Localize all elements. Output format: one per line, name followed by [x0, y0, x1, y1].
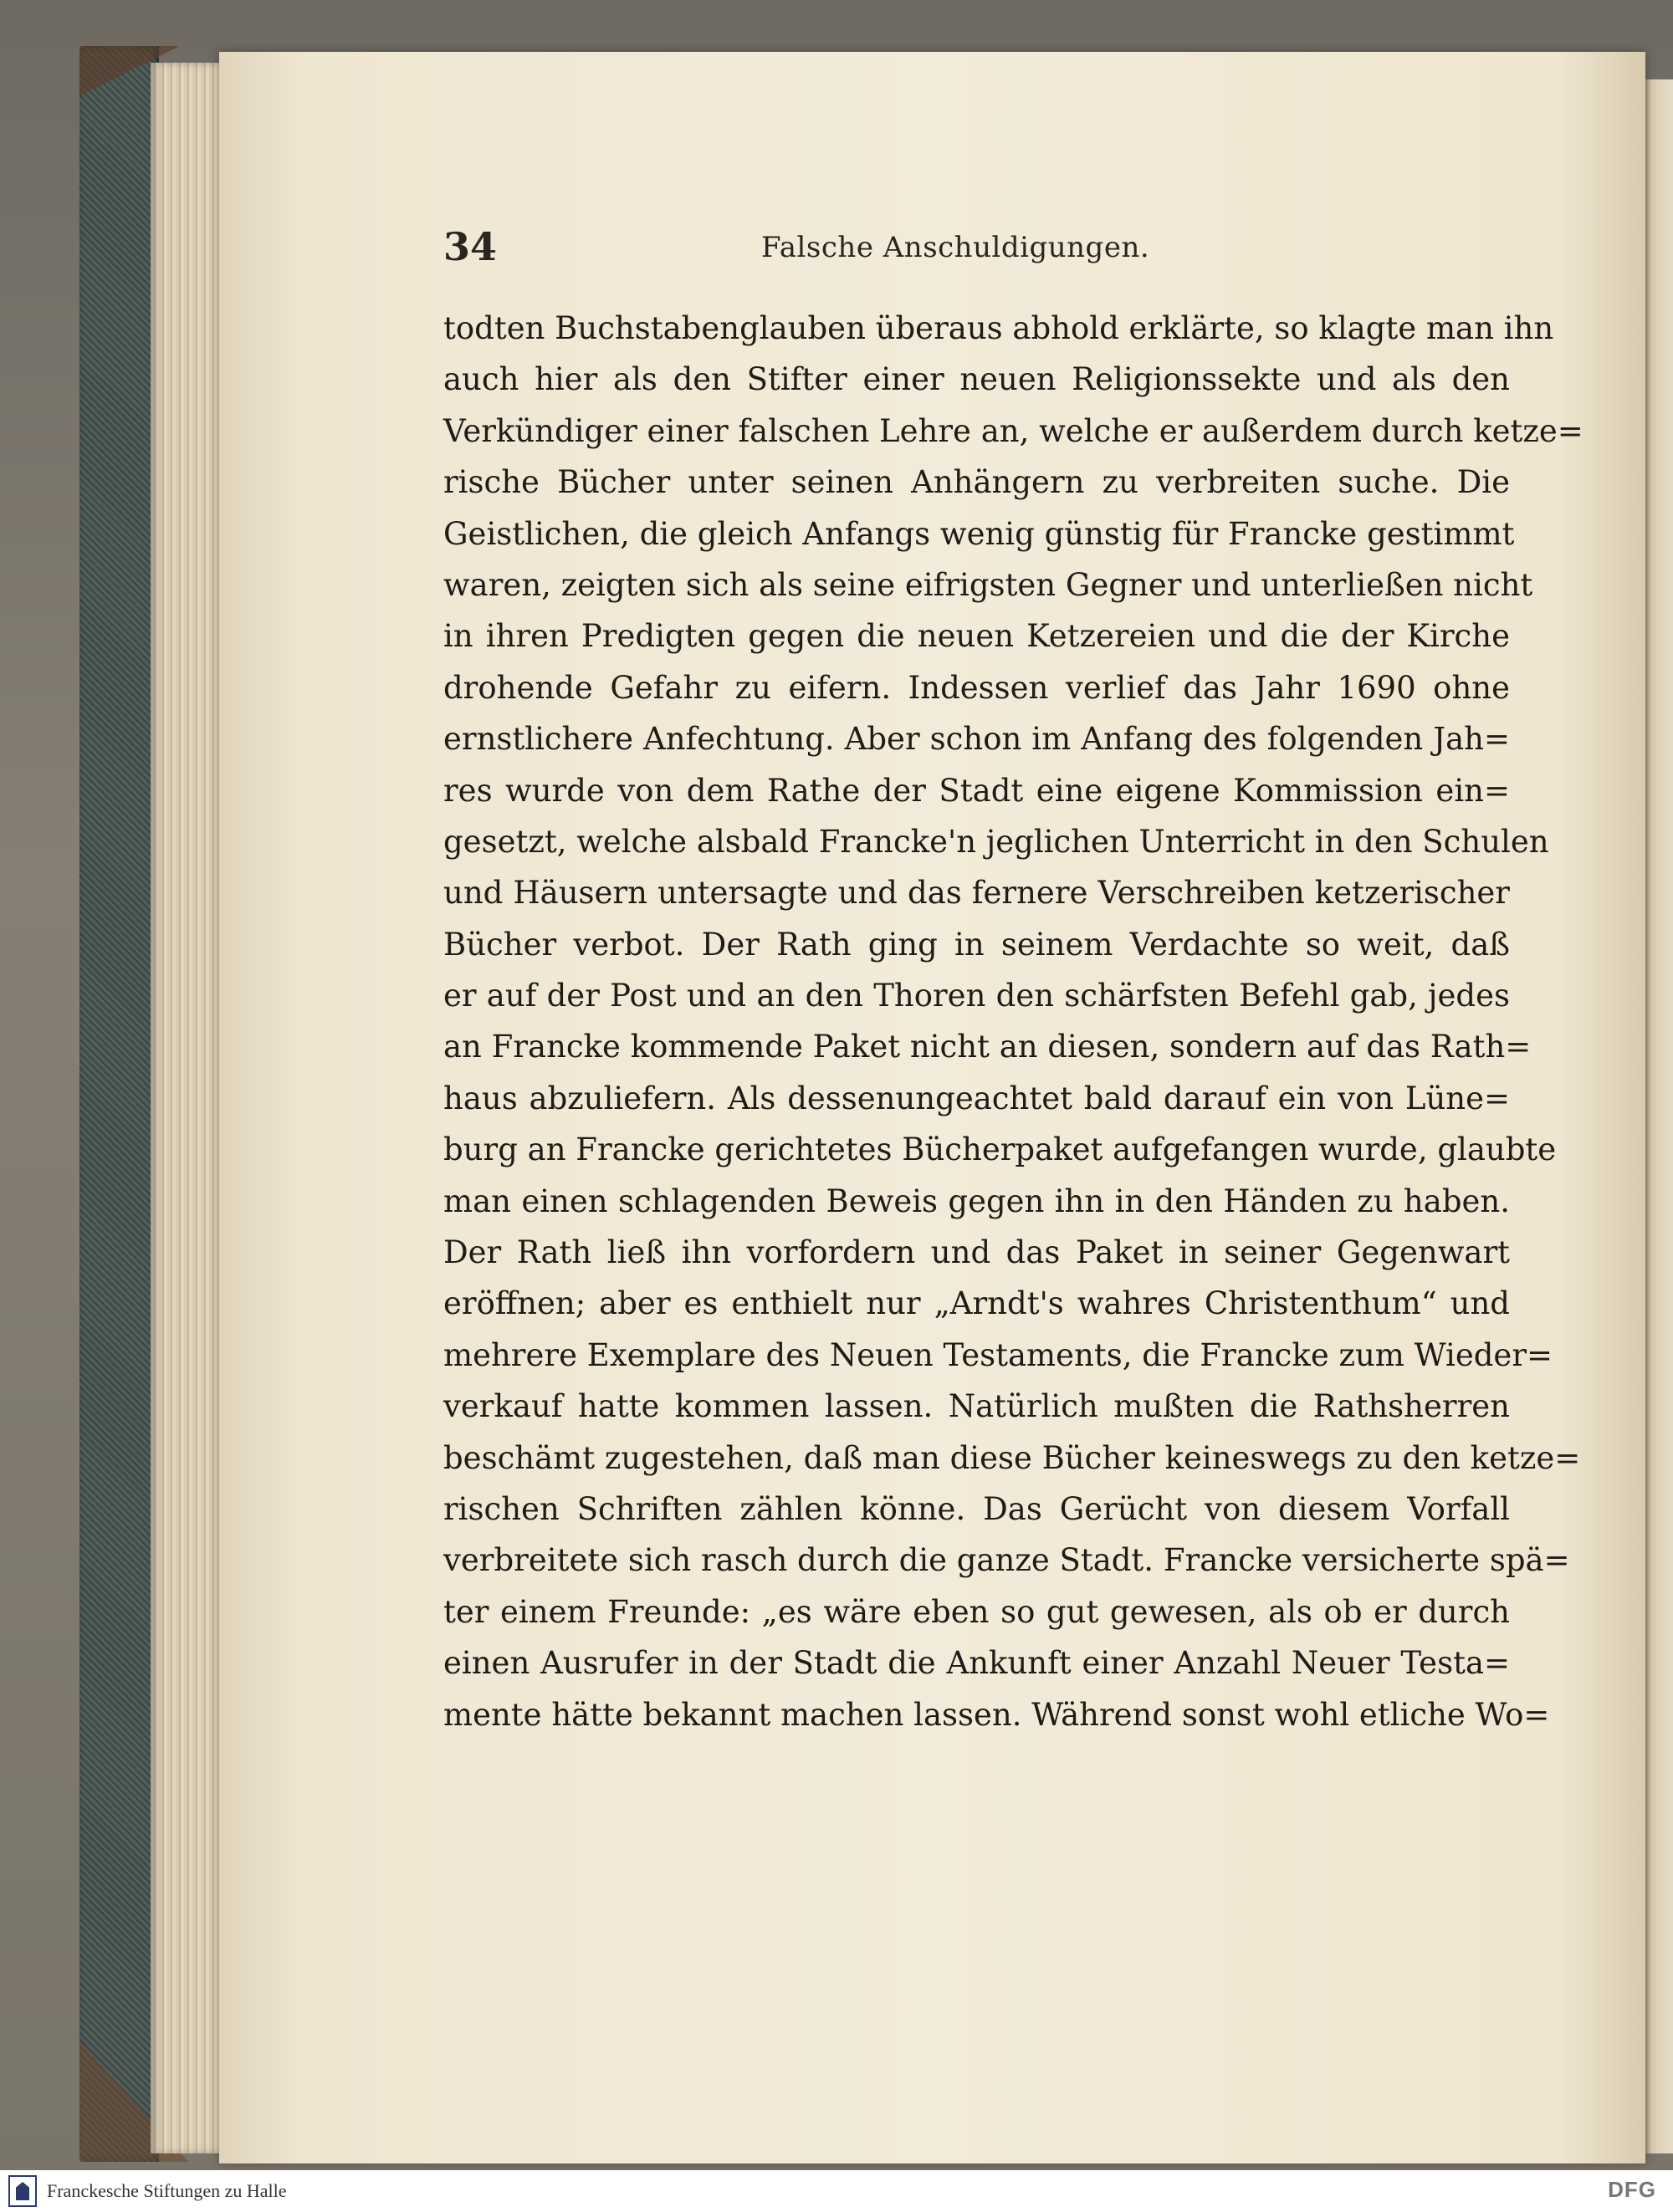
text-line: Der Rath ließ ihn vorfordern und das Paket in seiner Gegenwart: [443, 1234, 1510, 1271]
text-line: ernstlichere Anfechtung. Aber schon im Anfang des folgenden Jah=: [443, 721, 1510, 758]
text-line: waren, zeigten sich als seine eifrigsten Gegner und unterließen nicht: [443, 566, 1533, 603]
logo-building-shape: [16, 2182, 29, 2200]
text-line: Bücher verbot. Der Rath ging in seinem Verdachte so weit, daß: [443, 926, 1510, 963]
text-line: eröffnen; aber es enthielt nur „Arndt's wahres Christenthum“ und: [443, 1285, 1510, 1322]
text-line: beschämt zugestehen, daß man diese Bücher keineswegs zu den ketze=: [443, 1439, 1581, 1476]
text-line: gesetzt, welche alsbald Francke'n jeglichen Unterricht in den Schulen: [443, 823, 1549, 860]
page-header: [443, 224, 1472, 274]
text-line: er auf der Post und an den Thoren den schärfsten Befehl gab, jedes: [443, 978, 1510, 1014]
text-line: rische Bücher unter seinen Anhängern zu verbreiten suche. Die: [443, 464, 1510, 501]
text-line: ter einem Freunde: „es wäre eben so gut gewesen, als ob er durch: [443, 1593, 1510, 1630]
institution-name: Franckesche Stiftungen zu Halle: [47, 2180, 287, 2201]
text-line: drohende Gefahr zu eifern. Indessen verlief das Jahr 1690 ohne: [443, 669, 1510, 706]
page-number: 34: [443, 224, 498, 269]
text-line: Verkündiger einer falschen Lehre an, welche er außerdem durch ketze=: [443, 412, 1583, 449]
body-text: [443, 303, 1583, 1740]
text-line: res wurde von dem Rathe der Stadt eine eigene Kommission ein=: [443, 772, 1510, 809]
text-line: haus abzuliefern. Als dessenungeachtet bald darauf ein von Lüne=: [443, 1080, 1510, 1116]
text-line: und Häusern untersagte und das fernere Verschreiben ketzerischer: [443, 875, 1510, 912]
dfg-logo: DFG: [1608, 2177, 1656, 2202]
institution-logo-icon: [8, 2175, 37, 2207]
page-stack-edge: [151, 63, 226, 2153]
book-binding: [79, 46, 159, 2162]
footer-bar: [0, 2170, 1673, 2212]
text-line: mehrere Exemplare des Neuen Testaments, die Francke zum Wieder=: [443, 1336, 1553, 1373]
text-line: todten Buchstabenglauben überaus abhold erklärte, so klagte man ihn: [443, 310, 1554, 346]
text-line: verbreitete sich rasch durch die ganze Stadt. Francke versicherte spä=: [443, 1542, 1570, 1579]
text-line: mente hätte bekannt machen lassen. Während sonst wohl etliche Wo=: [443, 1696, 1550, 1733]
text-line: Geistlichen, die gleich Anfangs wenig günstig für Francke gestimmt: [443, 515, 1515, 552]
text-line: an Francke kommende Paket nicht an diesen, sondern auf das Rath=: [443, 1029, 1532, 1065]
text-line: burg an Francke gerichtetes Bücherpaket aufgefangen wurde, glaubte: [443, 1132, 1557, 1168]
text-line: verkauf hatte kommen lassen. Natürlich mußten die Rathsherren: [443, 1388, 1510, 1425]
text-line: man einen schlagenden Beweis gegen ihn in den Händen zu haben.: [443, 1183, 1510, 1219]
text-line: auch hier als den Stifter einer neuen Religionssekte und als den: [443, 361, 1510, 398]
running-head: Falsche Anschuldigungen.: [761, 231, 1150, 264]
facing-page-edge: [1641, 79, 1673, 2153]
text-line: einen Ausrufer in der Stadt die Ankunft einer Anzahl Neuer Testa=: [443, 1645, 1510, 1682]
text-line: in ihren Predigten gegen die neuen Ketzereien und die der Kirche: [443, 618, 1510, 655]
text-line: rischen Schriften zählen könne. Das Gerücht von diesem Vorfall: [443, 1490, 1510, 1527]
